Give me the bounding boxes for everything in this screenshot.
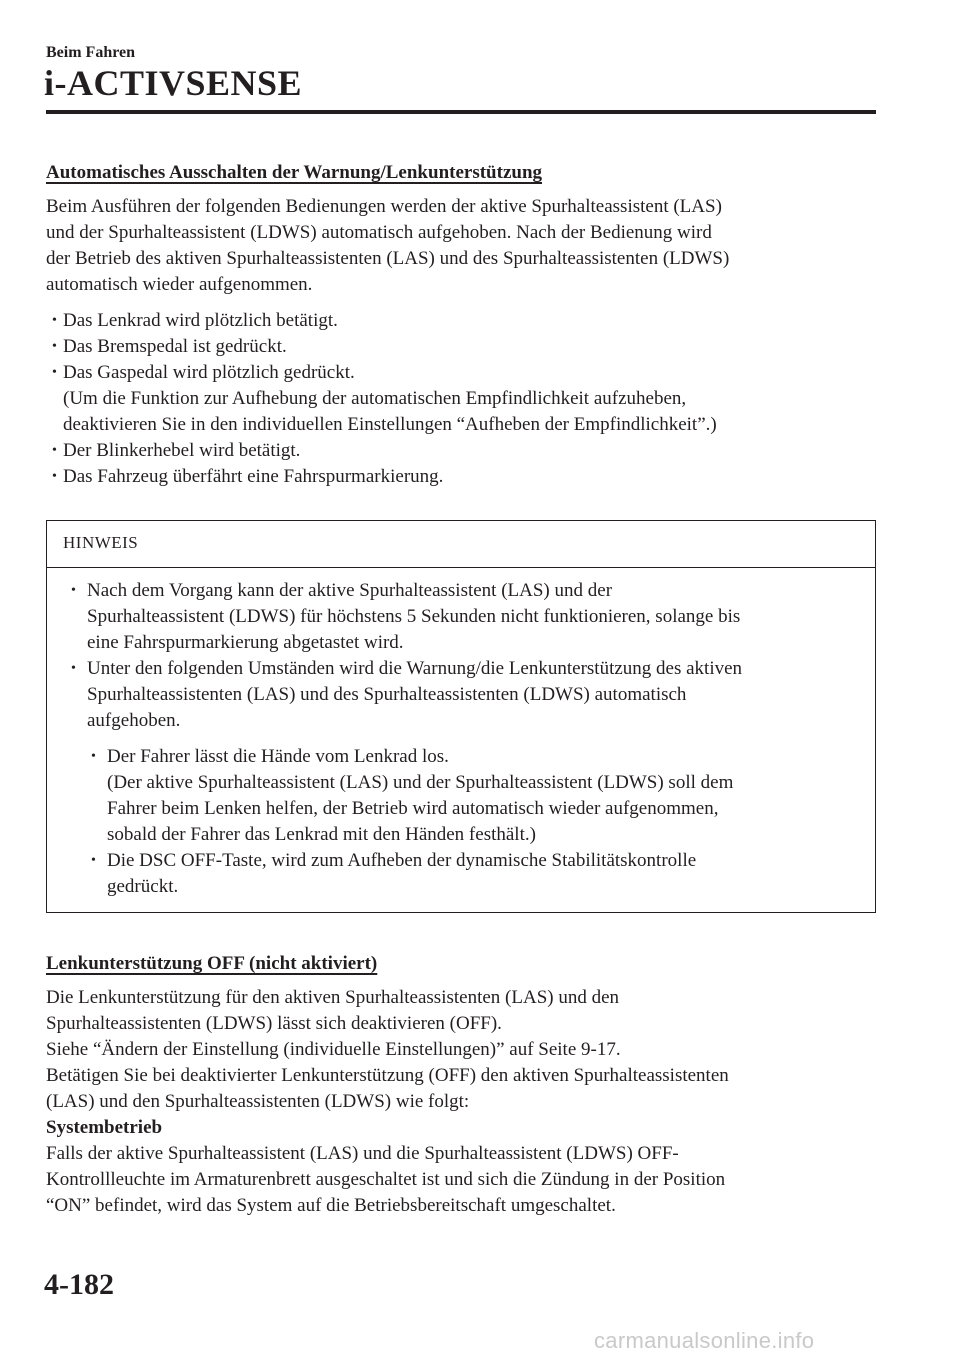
note-title: HINWEIS xyxy=(47,521,875,568)
bullet-icon: • xyxy=(71,583,76,598)
text-line: Die Lenkunterstützung für den aktiven Spurhalteassistenten (LAS) und den xyxy=(46,987,620,1008)
bullet-icon: • xyxy=(52,313,57,328)
bullet-icon: • xyxy=(52,339,57,354)
watermark: carmanualsonline.info xyxy=(594,1328,815,1353)
list-item: • Das Lenkrad wird plötzlich betätigt. xyxy=(46,308,876,334)
section-heading-auto-off: Automatisches Ausschalten der Warnung/Lenkunterstützung xyxy=(46,162,543,183)
main-content xyxy=(46,160,876,1219)
list-item: • Der Blinkerhebel wird betätigt. xyxy=(46,438,876,464)
note-sublist xyxy=(83,744,859,900)
text-line: Betätigen Sie bei deaktivierter Lenkunterstützung (OFF) den aktiven Spurhalteassistenten xyxy=(46,1065,729,1086)
list-item: • Das Gaspedal wird plötzlich gedrückt. (Um die Funktion zur Aufhebung der automatischen Empfindlichkeit aufzuheben, deaktivieren Sie in den individuellen Einstellungen “Aufheben der Empfindlichkeit”.) xyxy=(52,362,717,435)
text-line: Spurhalteassistenten (LDWS) lässt sich deaktivieren (OFF). xyxy=(46,1013,502,1034)
text-line: und der Spurhalteassistent (LDWS) automatisch aufgehoben. Nach der Bedienung wird xyxy=(46,222,712,243)
bullet-icon: • xyxy=(71,661,76,676)
note-item: • Unter den folgenden Umständen wird die Warnung/die Lenkunterstützung des aktiven Spurhalteassistenten (LAS) und des Spurhalteassistenten (LDWS) automatisch aufgehoben. xyxy=(71,658,743,731)
note-list xyxy=(63,578,859,734)
bullet-icon: • xyxy=(91,853,96,868)
text-line: Falls der aktive Spurhalteassistent (LAS) und die Spurhalteassistent (LDWS) OFF- xyxy=(46,1143,679,1164)
note-body xyxy=(47,568,875,912)
text-line: automatisch wieder aufgenommen. xyxy=(46,274,313,295)
list-item: • Das Bremspedal ist gedrückt. xyxy=(46,334,876,360)
text-line: Siehe “Ändern der Einstellung (individuelle Einstellungen)” auf Seite 9-17. xyxy=(46,1039,621,1060)
text-line: “ON” befindet, wird das System auf die Betriebsbereitschaft umgeschaltet. xyxy=(46,1195,616,1216)
list-item: • Das Fahrzeug überfährt eine Fahrspurmarkierung. xyxy=(46,464,876,490)
note-box xyxy=(46,520,876,913)
page-number: 4-182 xyxy=(44,1268,114,1301)
text-line: Kontrollleuchte im Armaturenbrett ausgeschaltet ist und sich die Zündung in der Position xyxy=(46,1169,726,1190)
page-title: i-ACTIVSENSE xyxy=(44,63,303,103)
note-subitem: • Der Fahrer lässt die Hände vom Lenkrad los. (Der aktive Spurhalteassistent (LAS) und der Spurhalteassistent (LDWS) soll dem Fahrer beim Lenken helfen, der Betrieb wird automatisch wieder aufgenommen, sobald der Fahrer das Lenkrad mit den Händen festhält.) xyxy=(91,746,734,845)
text-line: der Betrieb des aktiven Spurhalteassistenten (LAS) und des Spurhalteassistenten (LDWS) xyxy=(46,248,730,269)
bullet-icon: • xyxy=(52,443,57,458)
section-heading-steering-off: Lenkunterstützung OFF (nicht aktiviert) xyxy=(46,953,378,974)
steering-off-paragraph xyxy=(46,985,876,1115)
section-label: Beim Fahren xyxy=(46,44,136,61)
system-operation-paragraph xyxy=(46,1141,876,1219)
header-divider xyxy=(46,110,876,114)
note-item: • Nach dem Vorgang kann der aktive Spurhalteassistent (LAS) und der Spurhalteassistent (LDWS) für höchstens 5 Sekunden nicht funktionieren, solange bis eine Fahrspurmarkierung abgetastet wird. xyxy=(71,580,741,653)
intro-paragraph xyxy=(46,194,876,298)
note-subitem: • Die DSC OFF-Taste, wird zum Aufheben der dynamische Stabilitätskontrolle gedrückt. xyxy=(91,850,697,897)
subheading-system-operation: Systembetrieb xyxy=(46,1117,163,1138)
text-line: Beim Ausführen der folgenden Bedienungen werden der aktive Spurhalteassistent (LAS) xyxy=(46,196,722,217)
bullet-icon: • xyxy=(52,365,57,380)
section-steering-off xyxy=(46,951,876,1219)
text-line: (LAS) und den Spurhalteassistenten (LDWS) wie folgt: xyxy=(46,1091,470,1112)
condition-list xyxy=(46,308,876,490)
bullet-icon: • xyxy=(91,749,96,764)
bullet-icon: • xyxy=(52,469,57,484)
